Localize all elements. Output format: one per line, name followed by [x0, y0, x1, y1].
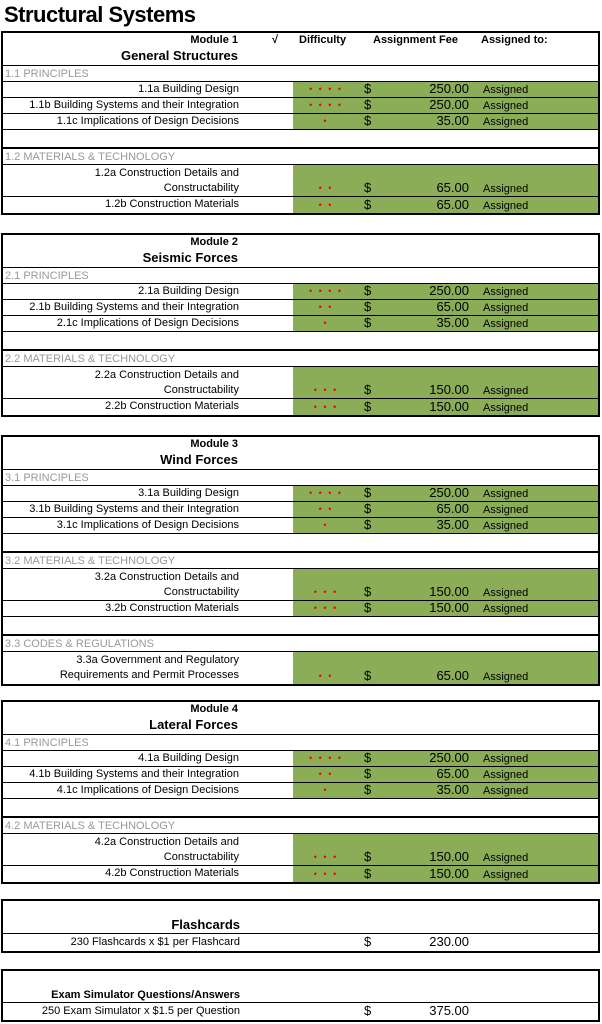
difficulty-dots: • — [323, 318, 329, 328]
assigned-status: Assigned — [483, 84, 529, 96]
assigned-status: Assigned — [483, 785, 529, 797]
extra-line: 250 Exam Simulator x $1.5 per Question — [41, 1005, 240, 1017]
topic-label — [138, 486, 239, 501]
assigned-status: Assigned — [483, 504, 529, 516]
topic-label — [105, 601, 239, 616]
module-label: Module 2 — [190, 236, 238, 248]
difficulty-column-header: Difficulty — [299, 34, 347, 46]
currency-symbol: $ — [364, 299, 372, 314]
assignment-fee: 65.00 — [436, 299, 469, 314]
assigned-status: Assigned — [483, 302, 529, 314]
currency-symbol: $ — [364, 600, 372, 615]
topic-label-line: 3.1a Building Design — [138, 487, 239, 499]
difficulty-dots: • • — [318, 671, 334, 681]
topic-label-line: 1.1c Implications of Design Decisions — [56, 115, 239, 127]
assignment-fee: 65.00 — [436, 501, 469, 516]
assigned-status: Assigned — [483, 587, 529, 599]
difficulty-dots: • • • • — [308, 286, 344, 296]
topic-label — [95, 570, 239, 600]
currency-symbol: $ — [364, 315, 372, 330]
topic-label — [60, 653, 239, 683]
topic-label-line: Constructability — [163, 851, 239, 863]
currency-symbol: $ — [364, 485, 372, 500]
topic-label — [95, 368, 239, 398]
module-name: Lateral Forces — [149, 717, 238, 732]
topic-label — [29, 502, 239, 517]
currency-symbol: $ — [364, 1003, 372, 1018]
topic-label-line: 2.1a Building Design — [138, 285, 239, 297]
topic-row[interactable] — [3, 114, 598, 130]
section-title: 4.2 MATERIALS & TECHNOLOGY — [5, 820, 176, 832]
topic-label-line: 3.2a Construction Details and — [94, 571, 239, 583]
topic-row[interactable] — [3, 316, 598, 332]
assignment-fee: 250.00 — [429, 97, 469, 112]
topic-label-line: 1.1b Building Systems and their Integration — [29, 99, 239, 111]
assigned-status: Assigned — [483, 769, 529, 781]
difficulty-dots: • • — [318, 200, 334, 210]
topic-row[interactable] — [3, 284, 598, 300]
topic-label-line: 3.2b Construction Materials — [105, 602, 239, 614]
currency-symbol: $ — [364, 399, 372, 414]
currency-symbol: $ — [364, 197, 372, 212]
assigned-status: Assigned — [483, 671, 529, 683]
section-title: 3.3 CODES & REGULATIONS — [5, 638, 154, 650]
section-title: 3.2 MATERIALS & TECHNOLOGY — [5, 555, 176, 567]
module-box — [1, 435, 600, 686]
assigned-status: Assigned — [483, 753, 529, 765]
currency-symbol: $ — [364, 750, 372, 765]
assigned-status: Assigned — [483, 402, 529, 414]
difficulty-dots: • • • • — [308, 84, 344, 94]
currency-symbol: $ — [364, 113, 372, 128]
module-header — [3, 702, 598, 734]
difficulty-dots: • • — [318, 183, 334, 193]
assignment-fee: 250.00 — [429, 283, 469, 298]
assignment-fee: 150.00 — [429, 866, 469, 881]
currency-symbol: $ — [364, 180, 372, 195]
topic-row[interactable] — [3, 652, 598, 684]
assignment-fee: 250.00 — [429, 81, 469, 96]
topic-label — [138, 751, 239, 766]
topic-label-line: Constructability — [163, 384, 239, 396]
topic-label-line: 3.1c Implications of Design Decisions — [56, 519, 239, 531]
section-header-row — [3, 65, 598, 82]
extra-title: Flashcards — [171, 917, 240, 932]
difficulty-dots: • • • • — [308, 100, 344, 110]
extra-row[interactable] — [3, 1002, 598, 1020]
module-name: Seismic Forces — [142, 250, 238, 265]
module-name: Wind Forces — [160, 452, 238, 467]
currency-symbol: $ — [364, 517, 372, 532]
topic-label — [57, 316, 239, 331]
assigned-status: Assigned — [483, 200, 529, 212]
assigned-status: Assigned — [483, 488, 529, 500]
currency-symbol: $ — [364, 849, 372, 864]
topic-row[interactable] — [3, 300, 598, 316]
assignment-fee: 150.00 — [429, 399, 469, 414]
extra-box — [1, 969, 600, 1022]
spacer-row — [3, 332, 598, 350]
topic-row[interactable] — [3, 165, 598, 197]
topic-row[interactable] — [3, 767, 598, 783]
difficulty-dots: • • • — [313, 869, 339, 879]
topic-label-line: 4.2b Construction Materials — [105, 867, 239, 879]
topic-row[interactable] — [3, 367, 598, 399]
topic-label-line: 4.1b Building Systems and their Integration — [29, 768, 239, 780]
assigned-status: Assigned — [483, 318, 529, 330]
topic-label-line: 4.1c Implications of Design Decisions — [56, 784, 239, 796]
extra-fee: 230.00 — [429, 934, 469, 949]
section-header-row — [3, 635, 598, 652]
topic-label-line: 4.2a Construction Details and — [94, 836, 239, 848]
topic-row[interactable] — [3, 98, 598, 114]
section-header-row — [3, 469, 598, 486]
currency-symbol: $ — [364, 97, 372, 112]
assignment-fee: 35.00 — [436, 315, 469, 330]
topic-label — [29, 767, 239, 782]
difficulty-dots: • — [323, 520, 329, 530]
topic-label — [105, 399, 239, 414]
topic-row[interactable] — [3, 399, 598, 415]
section-header-row — [3, 148, 598, 165]
spacer-row — [3, 799, 598, 817]
topic-label — [138, 82, 239, 97]
difficulty-dots: • • • — [313, 385, 339, 395]
difficulty-dots: • • • — [313, 852, 339, 862]
module-header — [3, 235, 598, 267]
currency-symbol: $ — [364, 668, 372, 683]
topic-label-line: 1.2a Construction Details and — [94, 167, 239, 179]
module-name: General Structures — [120, 48, 238, 63]
assignment-fee: 35.00 — [436, 517, 469, 532]
module-label: Module 4 — [190, 703, 238, 715]
topic-label — [29, 300, 239, 315]
assignment-fee: 250.00 — [429, 485, 469, 500]
assigned-status: Assigned — [483, 852, 529, 864]
topic-row[interactable] — [3, 518, 598, 534]
section-header-row — [3, 552, 598, 569]
section-title: 2.1 PRINCIPLES — [5, 270, 89, 282]
assigned-status: Assigned — [483, 385, 529, 397]
topic-label-line: 3.3a Government and Regulatory — [76, 654, 239, 666]
difficulty-dots: • • • • — [308, 488, 344, 498]
currency-symbol: $ — [364, 866, 372, 881]
topic-label — [57, 783, 239, 798]
assigned-status: Assigned — [483, 116, 529, 128]
difficulty-dots: • • • • — [308, 753, 344, 763]
assigned-status: Assigned — [483, 183, 529, 195]
spacer-row — [3, 617, 598, 635]
difficulty-dots: • • — [318, 302, 334, 312]
topic-label-line: 2.2b Construction Materials — [105, 400, 239, 412]
difficulty-dots: • • • — [313, 603, 339, 613]
topic-label-line: Constructability — [163, 182, 239, 194]
topic-row[interactable] — [3, 751, 598, 767]
extra-row[interactable] — [3, 933, 598, 951]
assignment-fee: 65.00 — [436, 197, 469, 212]
extra-title: Exam Simulator Questions/Answers — [51, 989, 240, 1001]
topic-label-line: 2.2a Construction Details and — [94, 369, 239, 381]
module-box — [1, 31, 600, 215]
assigned-status: Assigned — [483, 603, 529, 615]
module-box — [1, 233, 600, 417]
extra-box — [1, 899, 600, 953]
assigned-status: Assigned — [483, 520, 529, 532]
assignment-fee: 150.00 — [429, 584, 469, 599]
topic-row[interactable] — [3, 783, 598, 799]
assignment-fee: 250.00 — [429, 750, 469, 765]
extra-line: 230 Flashcards x $1 per Flashcard — [70, 936, 240, 948]
topic-label — [95, 166, 239, 196]
topic-label-line: Constructability — [163, 586, 239, 598]
section-header-row — [3, 350, 598, 367]
topic-label-line: 1.1a Building Design — [138, 83, 239, 95]
assigned-status: Assigned — [483, 286, 529, 298]
assignment-fee: 65.00 — [436, 668, 469, 683]
topic-label-line: 2.1b Building Systems and their Integration — [29, 301, 239, 313]
topic-row[interactable] — [3, 502, 598, 518]
topic-row[interactable] — [3, 834, 598, 866]
section-title: 3.1 PRINCIPLES — [5, 472, 89, 484]
module-box — [1, 700, 600, 884]
assignment-fee: 65.00 — [436, 180, 469, 195]
check-column-header: √ — [272, 34, 279, 46]
section-title: 4.1 PRINCIPLES — [5, 737, 89, 749]
topic-label — [138, 284, 239, 299]
section-header-row — [3, 734, 598, 751]
topic-label-line: 1.2b Construction Materials — [105, 198, 239, 210]
topic-label-line: 3.1b Building Systems and their Integration — [29, 503, 239, 515]
assignment-fee: 35.00 — [436, 782, 469, 797]
currency-symbol: $ — [364, 782, 372, 797]
topic-label — [57, 518, 239, 533]
topic-label — [57, 114, 239, 129]
assigned-column-header: Assigned to: — [481, 34, 548, 46]
topic-row[interactable] — [3, 486, 598, 502]
currency-symbol: $ — [364, 283, 372, 298]
assignment-fee: 150.00 — [429, 600, 469, 615]
topic-label-line: 2.1c Implications of Design Decisions — [56, 317, 239, 329]
assignment-fee: 150.00 — [429, 382, 469, 397]
difficulty-dots: • — [323, 116, 329, 126]
spacer-row — [3, 130, 598, 148]
assigned-status: Assigned — [483, 869, 529, 881]
module-header — [3, 437, 598, 469]
topic-row[interactable] — [3, 197, 598, 213]
section-title: 1.2 MATERIALS & TECHNOLOGY — [5, 151, 176, 163]
currency-symbol: $ — [364, 501, 372, 516]
module-label: Module 1 — [190, 34, 238, 46]
section-title: 2.2 MATERIALS & TECHNOLOGY — [5, 353, 176, 365]
currency-symbol: $ — [364, 81, 372, 96]
assignment-fee: 150.00 — [429, 849, 469, 864]
fee-column-header: Assignment Fee — [373, 34, 458, 46]
topic-row[interactable] — [3, 866, 598, 882]
difficulty-dots: • • • — [313, 402, 339, 412]
topic-label-line: Requirements and Permit Processes — [59, 669, 239, 681]
page-title: Structural Systems — [4, 2, 196, 27]
module-label: Module 3 — [190, 438, 238, 450]
topic-label — [29, 98, 239, 113]
spacer-row — [3, 534, 598, 552]
topic-label — [95, 835, 239, 865]
currency-symbol: $ — [364, 934, 372, 949]
section-header-row — [3, 267, 598, 284]
topic-row[interactable] — [3, 569, 598, 601]
topic-label-line: 4.1a Building Design — [138, 752, 239, 764]
currency-symbol: $ — [364, 382, 372, 397]
module-header — [3, 33, 598, 65]
difficulty-dots: • • — [318, 504, 334, 514]
difficulty-dots: • • — [318, 769, 334, 779]
difficulty-dots: • • • — [313, 587, 339, 597]
topic-label — [105, 866, 239, 881]
extra-fee: 375.00 — [429, 1003, 469, 1018]
currency-symbol: $ — [364, 766, 372, 781]
topic-row[interactable] — [3, 601, 598, 617]
topic-label — [105, 197, 239, 212]
assignment-fee: 65.00 — [436, 766, 469, 781]
assigned-status: Assigned — [483, 100, 529, 112]
topic-row[interactable] — [3, 82, 598, 98]
assignment-fee: 35.00 — [436, 113, 469, 128]
difficulty-dots: • — [323, 785, 329, 795]
section-header-row — [3, 817, 598, 834]
section-title: 1.1 PRINCIPLES — [5, 68, 89, 80]
currency-symbol: $ — [364, 584, 372, 599]
